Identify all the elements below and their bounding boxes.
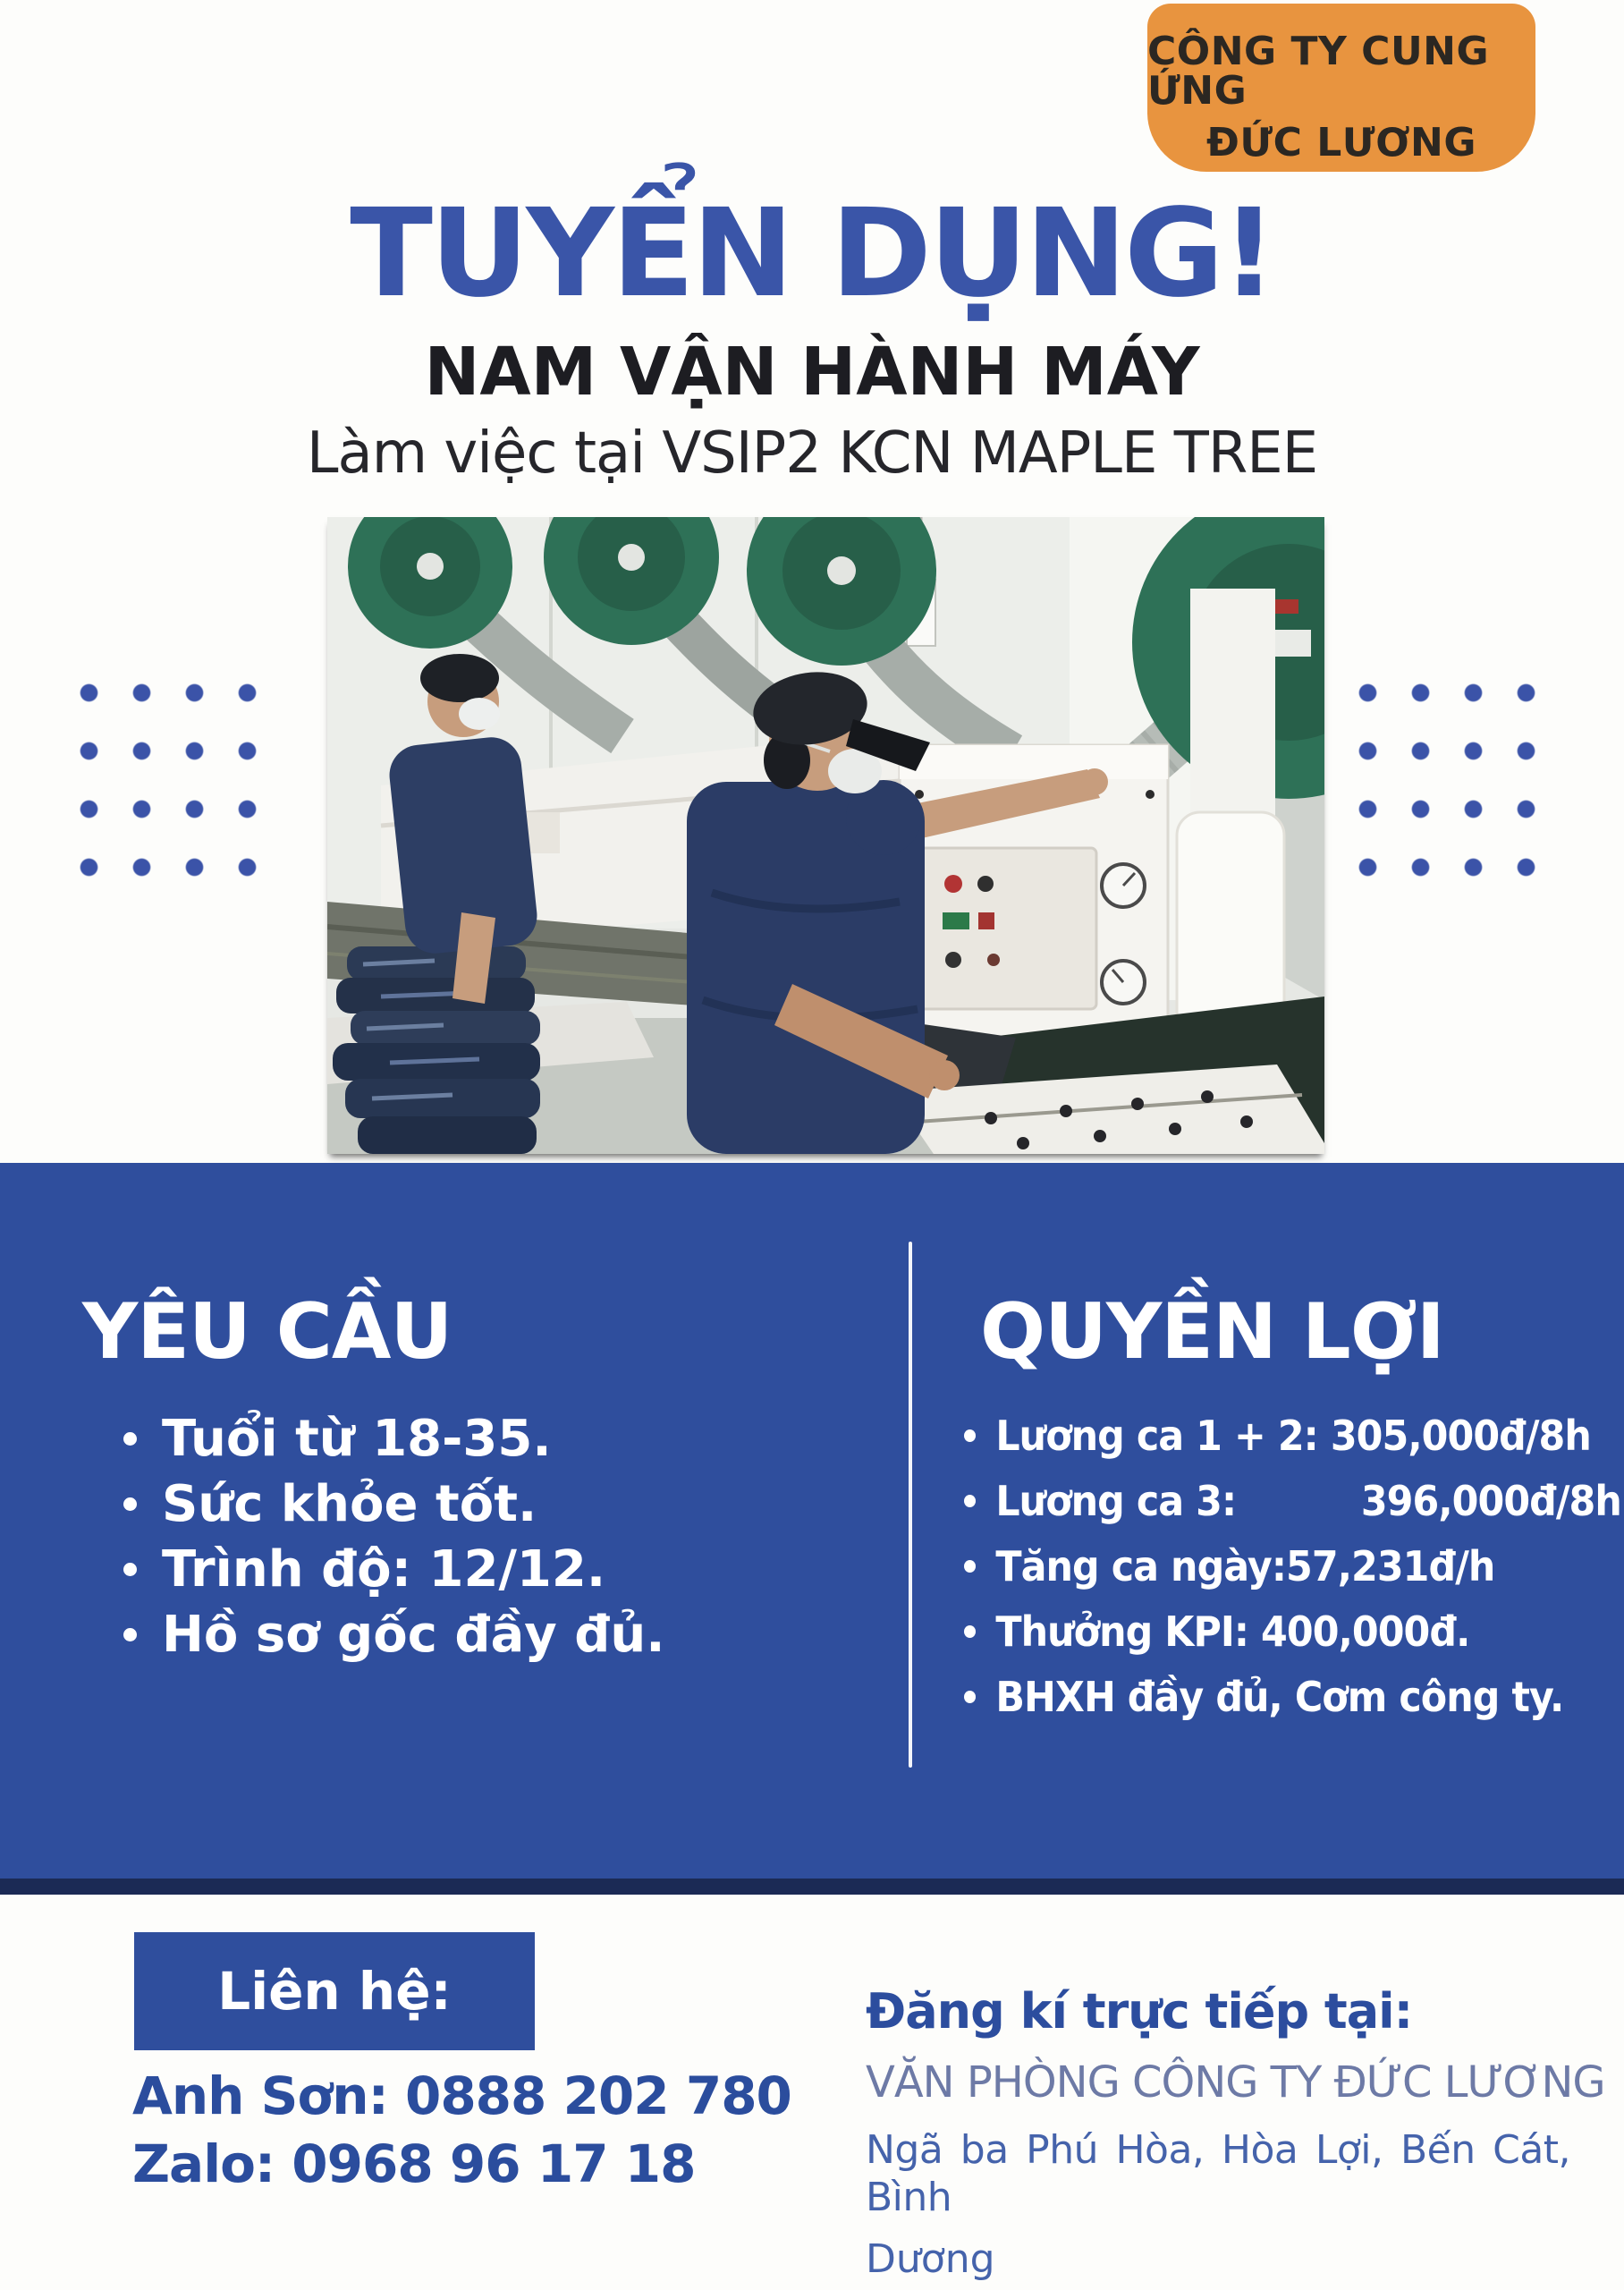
work-location: Làm việc tại VSIP2 KCN MAPLE TREE bbox=[306, 420, 1318, 487]
register-address-line2: Dương bbox=[866, 2235, 995, 2282]
company-badge-line2: ĐỨC LƯƠNG bbox=[1206, 120, 1476, 165]
headline-block bbox=[0, 183, 1624, 488]
poster-title: TUYỂN DỤNG! bbox=[350, 183, 1274, 325]
requirements-list bbox=[123, 1406, 665, 1667]
requirements-heading: YÊU CẦU bbox=[82, 1287, 453, 1377]
contact-zalo: Zalo: 0968 96 17 18 bbox=[132, 2133, 696, 2194]
register-heading: Đăng kí trực tiếp tại: bbox=[866, 1983, 1413, 2040]
contact-heading-box bbox=[134, 1932, 535, 2050]
register-office: VĂN PHÒNG CÔNG TY ĐỨC LƯƠNG bbox=[866, 2057, 1605, 2108]
benefit-item: Tăng ca ngày:57,231đ/h bbox=[964, 1533, 1621, 1599]
benefit-item: BHXH đầy đủ, Cơm công ty. bbox=[964, 1664, 1621, 1729]
benefit-item: Lương ca 3: 396,000đ/8h bbox=[964, 1468, 1621, 1533]
register-address-line1: Ngã ba Phú Hòa, Hòa Lợi, Bến Cát, Bình bbox=[866, 2127, 1571, 2220]
benefits-list bbox=[964, 1403, 1621, 1729]
requirement-item: Trình độ: 12/12. bbox=[123, 1537, 665, 1602]
dot-grid-left bbox=[63, 664, 275, 898]
requirement-item: Tuổi từ 18-35. bbox=[123, 1406, 665, 1472]
benefits-heading: QUYỀN LỢI bbox=[980, 1287, 1444, 1377]
requirement-item: Hồ sơ gốc đầy đủ. bbox=[123, 1602, 665, 1667]
contact-lines bbox=[132, 2065, 791, 2194]
benefit-item: Thưởng KPI: 400,000đ. bbox=[964, 1599, 1621, 1664]
requirement-item: Sức khỏe tốt. bbox=[123, 1472, 665, 1537]
company-badge bbox=[1147, 4, 1535, 172]
factory-photo-illustration bbox=[327, 517, 1324, 1154]
contact-phone: Anh Sơn: 0888 202 780 bbox=[132, 2065, 791, 2126]
info-panel bbox=[0, 1163, 1624, 1895]
job-position: NAM VẬN HÀNH MÁY bbox=[424, 333, 1200, 411]
benefit-item: Lương ca 1 + 2: 305,000đ/8h bbox=[964, 1403, 1621, 1468]
column-divider bbox=[909, 1242, 912, 1768]
register-block bbox=[866, 1983, 1617, 2283]
factory-photo bbox=[327, 517, 1324, 1154]
contact-heading: Liên hệ: bbox=[217, 1961, 452, 2022]
company-badge-line1: CÔNG TY CUNG ỨNG bbox=[1147, 29, 1490, 114]
dot-grid-right bbox=[1341, 664, 1554, 898]
